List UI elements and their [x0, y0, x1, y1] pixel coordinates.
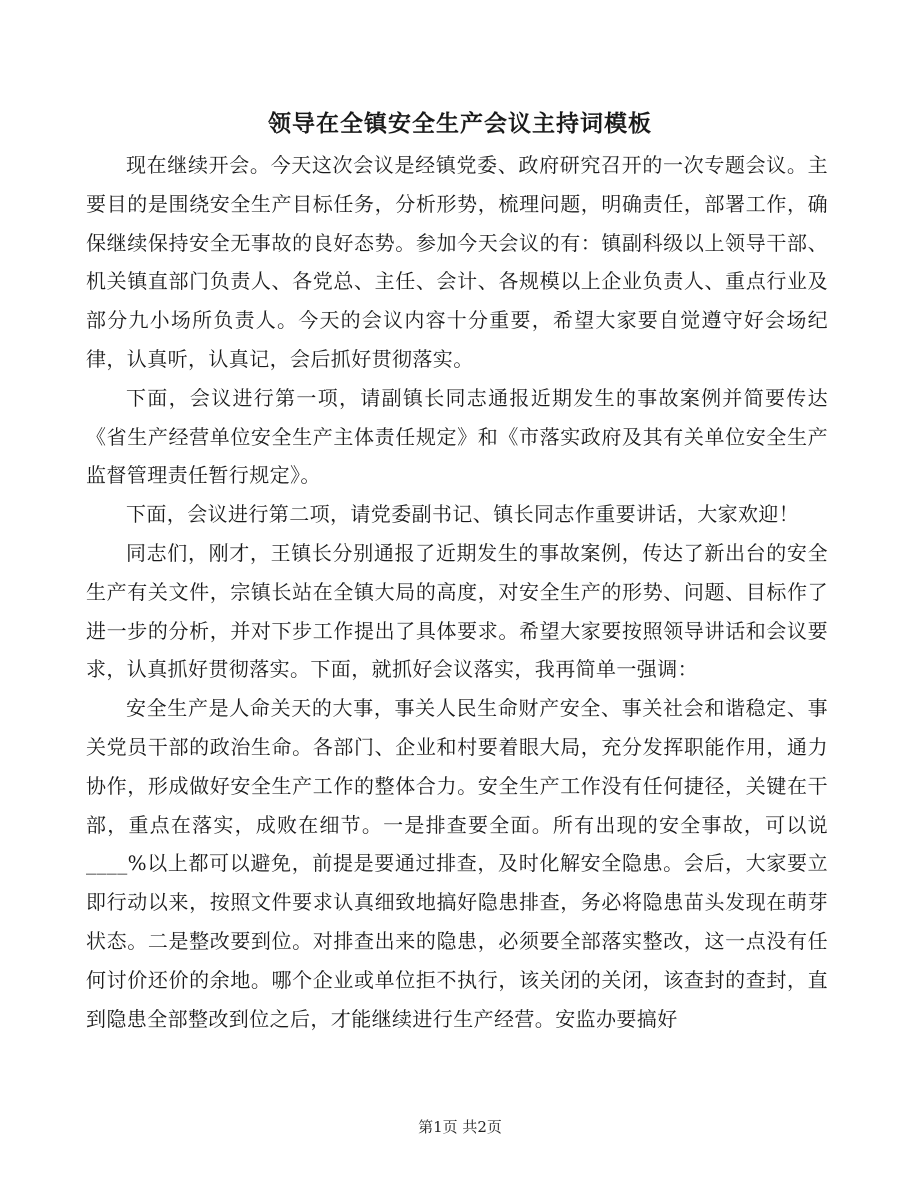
paragraph-summary: 同志们，刚才，王镇长分别通报了近期发生的事故案例，传达了新出台的安全生产有关文件，宗镇长站在全镇大局的高度，对安全生产的形势、问题、目标作了进一步的分析，并对下步工作提出了具体要求。希望大家要按照领导讲话和会议要求，认真抓好贯彻落实。下面，就抓好会议落实，我再简单一强调： [86, 540, 828, 682]
paragraph-agenda-item-1: 下面，会议进行第一项，请副镇长同志通报近期发生的事故案例并简要传达《省生产经营单位安全生产主体责任规定》和《市落实政府及其有关单位安全生产监督管理责任暂行规定》。 [86, 385, 828, 488]
paragraph-emphasis: 安全生产是人命关天的大事，事关人民生命财产安全、事关社会和谐稳定、事关党员干部的政治生命。各部门、企业和村要着眼大局，充分发挥职能作用，通力协作，形成做好安全生产工作的整体合力。安全生产工作没有任何捷径，关键在干部，重点在落实，成败在细节。一是排查要全面。所有出现的安全事故，可以说____%以上都可以避免，前提是要通过排查，及时化解安全隐患。会后，大家要立即行动以来，按照文件要求认真细致地搞好隐患排查，务必将隐患苗头发现在萌芽状态。二是整改要到位。对排查出来的隐患，必须要全部落实整改，这一点没有任何讨价还价的余地。哪个企业或单位拒不执行，该关闭的关闭，该查封的查封，直到隐患全部整改到位之后，才能继续进行生产经营。安监办要搞好 [86, 696, 828, 1031]
paragraph-agenda-item-2: 下面，会议进行第二项，请党委副书记、镇长同志作重要讲话，大家欢迎！ [126, 502, 800, 527]
paragraph-opening: 现在继续开会。今天这次会议是经镇党委、政府研究召开的一次专题会议。主要目的是围绕安全生产目标任务，分析形势，梳理问题，明确责任，部署工作，确保继续保持安全无事故的良好态势。参加今天会议的有：镇副科级以上领导干部、机关镇直部门负责人、各党总、主任、会计、各规模以上企业负责人、重点行业及部分九小场所负责人。今天的会议内容十分重要，希望大家要自觉遵守好会场纪律，认真听，认真记，会后抓好贯彻落实。 [86, 153, 828, 371]
document-body [86, 146, 828, 1038]
page-footer: 第1页 共2页 [418, 1118, 502, 1136]
document-title: 领导在全镇安全生产会议主持词模板 [268, 110, 652, 137]
